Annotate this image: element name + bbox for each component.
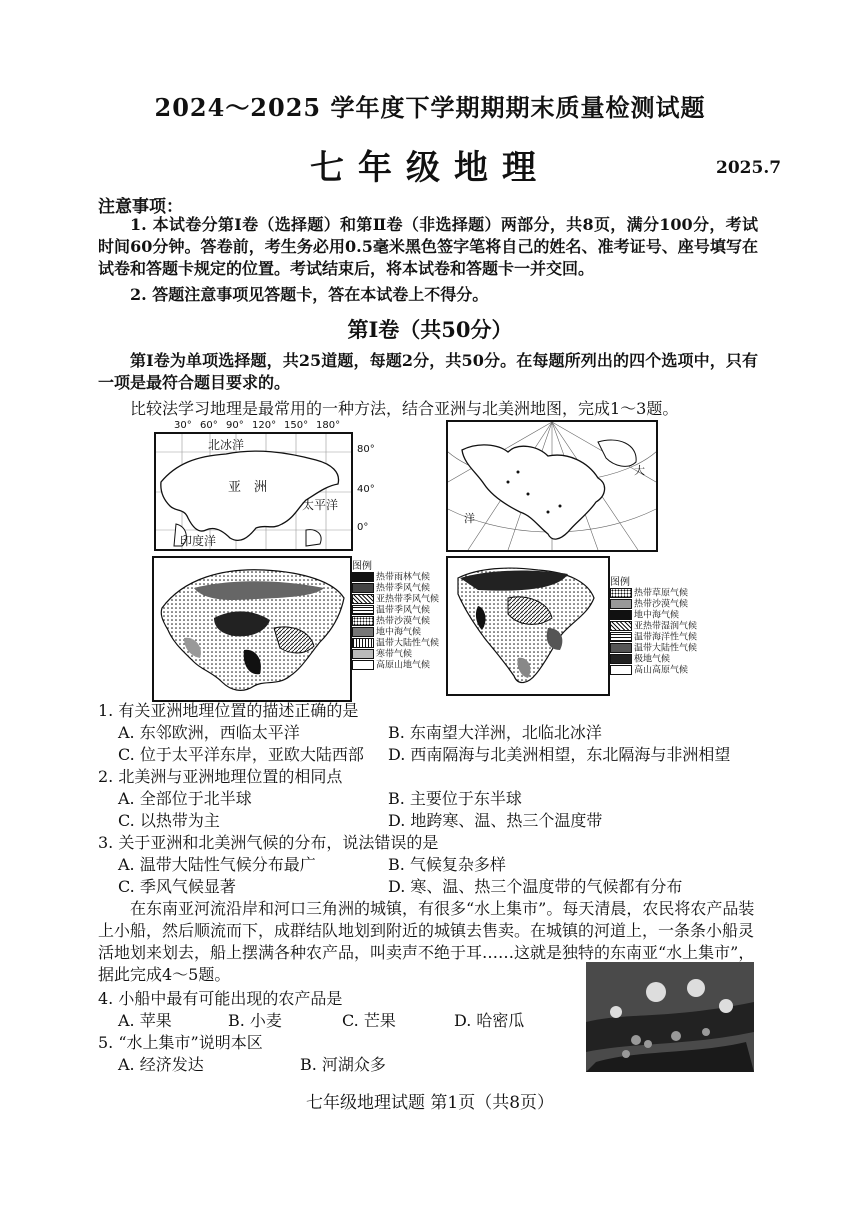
legend-swatch bbox=[610, 588, 632, 598]
question-4-option-a: A. 苹果 bbox=[118, 1011, 172, 1030]
legend-item: 地中海气候 bbox=[610, 610, 710, 621]
question-1-option-d: D. 西南隔海与北美洲相望，东北隔海与非洲相望 bbox=[388, 745, 731, 764]
question-4-option-d: D. 哈密瓜 bbox=[454, 1011, 525, 1030]
question-2-option-d: D. 地跨寒、温、热三个温度带 bbox=[388, 811, 603, 830]
question-1-option-c: C. 位于太平洋东岸，亚欧大陆西部 bbox=[118, 745, 364, 764]
question-4-stem: 4. 小船中最有可能出现的农产品是 bbox=[98, 989, 343, 1008]
lon-label: 60° bbox=[200, 420, 218, 431]
legend-swatch bbox=[352, 627, 374, 637]
legend-swatch bbox=[352, 616, 374, 626]
section-title: 第Ⅰ卷（共50分） bbox=[347, 317, 513, 342]
legend-swatch bbox=[352, 660, 374, 670]
legend-item: 高山高原气候 bbox=[610, 665, 710, 676]
lon-label: 90° bbox=[226, 420, 244, 431]
asia-climate-map bbox=[152, 556, 352, 702]
legend-swatch bbox=[610, 643, 632, 653]
lat-label: 0° bbox=[357, 522, 369, 533]
legend-swatch bbox=[352, 572, 374, 582]
legend-item: 热带草原气候 bbox=[610, 588, 710, 599]
legend-item: 地中海气候 bbox=[352, 627, 442, 638]
question-5-option-b: B. 河湖众多 bbox=[300, 1055, 386, 1074]
notice-item-1: 1. 本试卷分第Ⅰ卷（选择题）和第Ⅱ卷（非选择题）两部分，共8页，满分100分，考试时间60分钟。答卷前，考生务必用0.5毫米黑色签字笔将自己的姓名、准考证号、座号填写在试卷和答题卡规定的位置。考试结束后，将本试卷和答题卡一并交回。 bbox=[98, 215, 758, 278]
lat-label: 80° bbox=[357, 444, 375, 455]
map-label-da: 大 bbox=[634, 464, 645, 477]
legend-title: 图例 bbox=[610, 577, 630, 588]
section-instruction: 第Ⅰ卷为单项选择题，共25道题，每题2分，共50分。在每题所列出的四个选项中，只有一项是最符合题目要求的。 bbox=[98, 351, 758, 392]
question-4-option-c: C. 芒果 bbox=[342, 1011, 396, 1030]
notice-title: 注意事项： bbox=[98, 197, 183, 217]
map-label-indian: 印度洋 bbox=[180, 534, 217, 548]
floating-market-photo bbox=[586, 962, 754, 1072]
legend-title: 图例 bbox=[352, 561, 372, 572]
map-label-arctic: 北冰洋 bbox=[208, 438, 245, 452]
legend-item: 温带海洋性气候 bbox=[610, 632, 710, 643]
exam-title: 2024～2025 学年度下学期期期末质量检测试题 bbox=[154, 93, 706, 122]
legend-item: 亚热带季风气候 bbox=[352, 594, 442, 605]
legend-swatch bbox=[610, 621, 632, 631]
lon-label: 120° bbox=[252, 420, 277, 431]
legend-item: 温带大陆性气候 bbox=[610, 643, 710, 654]
legend-swatch bbox=[610, 665, 632, 675]
legend-swatch bbox=[352, 605, 374, 615]
question-3-option-d: D. 寒、温、热三个温度带的气候都有分布 bbox=[388, 877, 683, 896]
question-2-stem: 2. 北美洲与亚洲地理位置的相同点 bbox=[98, 767, 343, 786]
legend-item: 热带雨林气候 bbox=[352, 572, 442, 583]
passage-1: 比较法学习地理是最常用的一种方法，结合亚洲与北美洲地图，完成1～3题。 bbox=[130, 399, 679, 418]
legend-swatch bbox=[610, 654, 632, 664]
map-label-pacific: 太平洋 bbox=[302, 498, 339, 512]
legend-item: 温带大陆性气候 bbox=[352, 638, 442, 649]
north-america-location-map bbox=[446, 420, 658, 552]
legend-item: 热带沙漠气候 bbox=[352, 616, 442, 627]
lon-label: 30° bbox=[174, 420, 192, 431]
legend-swatch bbox=[352, 594, 374, 604]
legend-item: 亚热带湿润气候 bbox=[610, 621, 710, 632]
map-label-asia: 亚 洲 bbox=[228, 480, 268, 495]
question-2-option-c: C. 以热带为主 bbox=[118, 811, 220, 830]
north-america-climate-map bbox=[446, 556, 610, 696]
legend-swatch bbox=[610, 599, 632, 609]
passage-2: 在东南亚河流沿岸和河口三角洲的城镇，有很多“水上集市”。每天清晨，农民将农产品装上小船，然后顺流而下，成群结队地划到附近的城镇去售卖。在城镇的河道上，一条条小船灵活地划来划去，船上摆满各种农产品，叫卖声不绝于耳……这就是独特的东南亚“水上集市”，据此完成4～5题。 bbox=[98, 899, 755, 984]
legend-swatch bbox=[352, 649, 374, 659]
legend-item: 寒带气候 bbox=[352, 649, 442, 660]
exam-subject: 七年级地理 bbox=[310, 148, 550, 188]
asia-location-map bbox=[152, 420, 392, 555]
legend-item: 热带季风气候 bbox=[352, 583, 442, 594]
asia-climate-legend bbox=[352, 562, 442, 671]
north-america-climate-legend bbox=[610, 578, 710, 676]
question-3-option-c: C. 季风气候显著 bbox=[118, 877, 236, 896]
exam-date: 2025.7 bbox=[716, 158, 782, 178]
question-1-stem: 1. 有关亚洲地理位置的描述正确的是 bbox=[98, 701, 359, 720]
legend-swatch bbox=[352, 638, 374, 648]
question-5-stem: 5. “水上集市”说明本区 bbox=[98, 1033, 263, 1052]
question-2-option-a: A. 全部位于北半球 bbox=[118, 789, 252, 808]
legend-swatch bbox=[352, 583, 374, 593]
legend-swatch bbox=[610, 632, 632, 642]
page-footer: 七年级地理试题 第1页（共8页） bbox=[305, 1093, 555, 1113]
question-3-option-a: A. 温带大陆性气候分布最广 bbox=[118, 855, 316, 874]
question-2-option-b: B. 主要位于东半球 bbox=[388, 789, 522, 808]
question-5-option-a: A. 经济发达 bbox=[118, 1055, 204, 1074]
question-1-option-b: B. 东南望大洋洲，北临北冰洋 bbox=[388, 723, 602, 742]
question-4-option-b: B. 小麦 bbox=[228, 1011, 282, 1030]
legend-item: 极地气候 bbox=[610, 654, 710, 665]
question-3-option-b: B. 气候复杂多样 bbox=[388, 855, 506, 874]
notice-item-2: 2. 答题注意事项见答题卡，答在本试卷上不得分。 bbox=[130, 285, 489, 304]
legend-item: 热带沙漠气候 bbox=[610, 599, 710, 610]
legend-item: 温带季风气候 bbox=[352, 605, 442, 616]
legend-swatch bbox=[610, 610, 632, 620]
lat-label: 40° bbox=[357, 484, 375, 495]
lon-label: 150° bbox=[284, 420, 309, 431]
legend-item: 高原山地气候 bbox=[352, 660, 442, 671]
question-1-option-a: A. 东邻欧洲，西临太平洋 bbox=[118, 723, 300, 742]
lon-label: 180° bbox=[316, 420, 341, 431]
question-3-stem: 3. 关于亚洲和北美洲气候的分布，说法错误的是 bbox=[98, 833, 439, 852]
map-label-yang: 洋 bbox=[464, 512, 475, 525]
